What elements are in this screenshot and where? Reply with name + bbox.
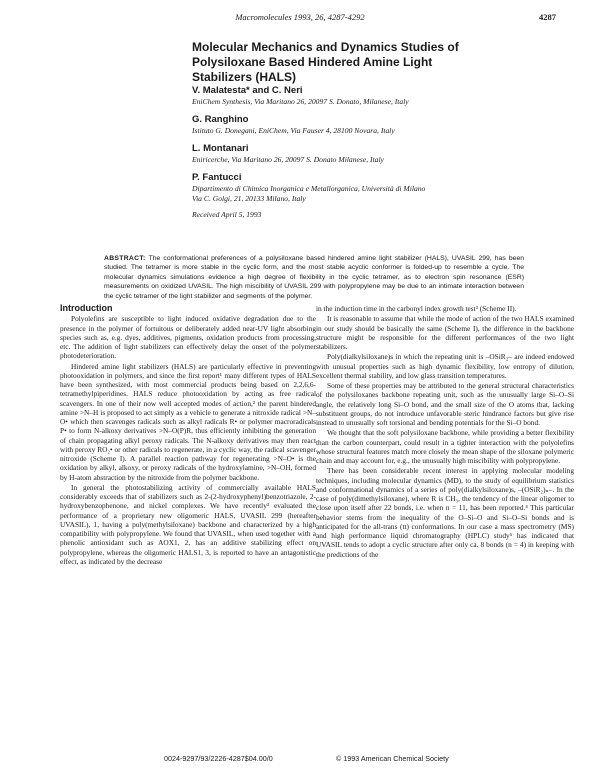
author-name: P. Fantucci bbox=[192, 172, 242, 183]
journal-citation: Macromolecules 1993, 26, 4287-4292 bbox=[235, 12, 365, 22]
article-code: 0024-9297/93/2226-4287$04.00/0 bbox=[164, 754, 273, 763]
body-paragraph: There has been considerable recent interest in applying molecular modeling techniques, including molecular dynamics (MD), to the study of equilibrium statistics and conformational dynamics of a series of poly(dialkylsiloxane)s, –(OSiR₂)ₙ–. In the case of poly(dimethylsiloxane), where R is CH₃, the tendency of the linear oligomer to close upon itself after 22 bonds, i.e. when n = 11, has been reported.⁴ This particular behavior stems from the inequality of the O–Si–O and Si–O–Si bonds and is anticipated for the all-trans (tt) conformations. In our case a mass spectrometry (MS) and high performance liquid chromatography (HPLC) study⁵ has indicated that UVASIL tends to adopt a cyclic structure after only ca. 8 bonds (n = 4) in keeping with the predictions of the bbox=[316, 466, 574, 559]
author-name: V. Malatesta* and C. Neri bbox=[192, 85, 303, 96]
author-block bbox=[192, 171, 522, 204]
author-block bbox=[192, 84, 522, 107]
page-number: 4287 bbox=[539, 12, 556, 22]
copyright-notice: © 1993 American Chemical Society bbox=[336, 754, 449, 763]
body-paragraph: in the induction time in the carbonyl index growth test³ (Scheme II). bbox=[316, 304, 517, 313]
received-date: Received April 5, 1993 bbox=[192, 210, 262, 219]
running-head bbox=[0, 10, 600, 24]
author-affiliation: Via C. Golgi, 21, 20133 Milano, Italy bbox=[192, 194, 306, 203]
author-name: L. Montanari bbox=[192, 143, 249, 154]
author-block bbox=[192, 142, 522, 165]
body-paragraph: Poly(dialkylsiloxane)s in which the repeating unit is –OSiR₂– are indeed endowed with unusual properties such as high dynamic flexibility, low entropy of dilution, excellent thermal stability, and low glass transition temperatures. bbox=[316, 352, 574, 380]
left-column bbox=[60, 304, 316, 567]
page-footer bbox=[0, 754, 600, 766]
body-paragraph: In general the photostabilizing activity of commercially available HALS considerably exceeds that of stabilizers such as 2-(2-hydroxyphenyl)benzotriazole, 2-hydroxybenzophenone, and nickel complexes. We have recently³ evaluated the performance of a proprietary new oligomeric HALS, UVASIL 299 (hereafter UVASIL), 1, having a poly(methylsiloxane) backbone and characterized by a high compatibility with polypropylene. We found that UVASIL, when used together with a phenolic antioxidant such as AOX1, 2, has an additive stabilizing effect on polypropylene, whereas the oligomeric HALS1, 3, is reported to have an antagonistic effect, as indicated by the decrease bbox=[60, 482, 316, 566]
article-title: Molecular Mechanics and Dynamics Studies of Polysiloxane Based Hindered Amine Light Stabilizers (HALS) bbox=[192, 40, 459, 84]
abstract-label: ABSTRACT: bbox=[104, 255, 146, 262]
body-paragraph: Hindered amine light stabilizers (HALS) are particularly effective in preventing photooxidation in polymers, and since the first report¹ many different types of HALS have been synthesized, with most commercial products being based on 2,2,6,6-tetramethylpiperidines. HALS reduce photooxidation by acting as free radical scavengers. In one of their now well accepted modes of action,² the parent hindered amine >N–H is proposed to act simply as a vehicle to generate a nitroxide radical >N–O• which then scavenges radicals such as alkyl radicals R• or polymer macroradicals P• to form N-alkoxy derivatives >N–O(P)R, thus efficiently inhibiting the generation of chain propagating alkyl peroxy radicals. The N-alkoxy derivatives may then react with peroxy RO₂• or other radicals to regenerate, in a cyclic way, the radical scavenger nitroxide (Scheme I). A parallel reaction pathway for regenerating >N–O• is the oxidation by alkyl, alkoxy, or peroxy radicals of the hydroxylamine, >N–OH, formed by H-atom abstraction by the nitroxide from the polymer backbone. bbox=[60, 361, 316, 482]
author-affiliation: Istituto G. Donegani, EniChem, Via Fauser 4, 28100 Novara, Italy bbox=[192, 126, 395, 135]
author-list bbox=[192, 84, 522, 219]
body-paragraph: It is reasonable to assume that while the mode of action of the two HALS examined in our study should be basically the same (Scheme I), the difference in the backbone structure might be responsible for the different performances of the two light stabilizers. bbox=[316, 314, 574, 351]
body-paragraph: Polyolefins are susceptible to light induced oxidative degradation due to the presence in the polymer of fortuitous or deliberately added near-UV light absorbing species such as, e.g. dyes, additives, pigments, oxidation products from processing, etc. The addition of light stabilizers can effectively delay the onset of the polymer photodeterioration. bbox=[60, 314, 316, 361]
author-block bbox=[192, 113, 522, 136]
section-heading: Introduction bbox=[60, 303, 113, 313]
abstract-text: The conformational preferences of a polysiloxane based hindered amine light stabilizer (HALS), UVASIL 299, has been studied. The tetramer is more stable in the cyclic form, and the most stable acyclic conformer is folded-up to resemble a cycle. The molecular dynamics simulations evidence a high degree of flexibility in the cyclic tetramer, as to electron spin resonance (ESR) measurements on oxidized UVASIL. The high miscibility of UVASIL 299 with polypropylene may be due to an intimate interaction between the cyclic tetramer of the light stabilizer and segments of the polymer. bbox=[104, 255, 525, 300]
body-paragraph: We thought that the soft polysiloxane backbone, while providing a better flexibility than the carbon counterpart, could result in a tighter interaction with the polyolefins whose structural features match more closely the mean shape of the siloxane polymeric chain and may account for, e.g., the unusually high miscibility with polypropylene. bbox=[316, 428, 574, 465]
right-column bbox=[316, 304, 574, 560]
author-affiliation: Dipartimento di Chimica Inorganica e Metallorganica, Università di Milano bbox=[192, 184, 426, 193]
body-paragraph: Some of these properties may be attributed to the general structural characteristics of the polysiloxanes backbone repeating unit, such as the unusually large Si–O–Si angle, the relatively long Si–O bond, and the small size of the O atoms that, lacking substituent groups, do not introduce unfavorable steric hindrance factors but give rise instead to unusually soft torsional and bending potentials for the Si–O bond. bbox=[316, 381, 574, 427]
author-name: G. Ranghino bbox=[192, 114, 249, 125]
author-affiliation: EniChem Synthesis, Via Maritano 26, 20097 S. Donato, Milanese, Italy bbox=[192, 97, 409, 106]
abstract bbox=[104, 254, 524, 301]
author-affiliation: Eniricerche, Via Maritano 26, 20097 S. Donato Milanese, Italy bbox=[192, 155, 384, 164]
